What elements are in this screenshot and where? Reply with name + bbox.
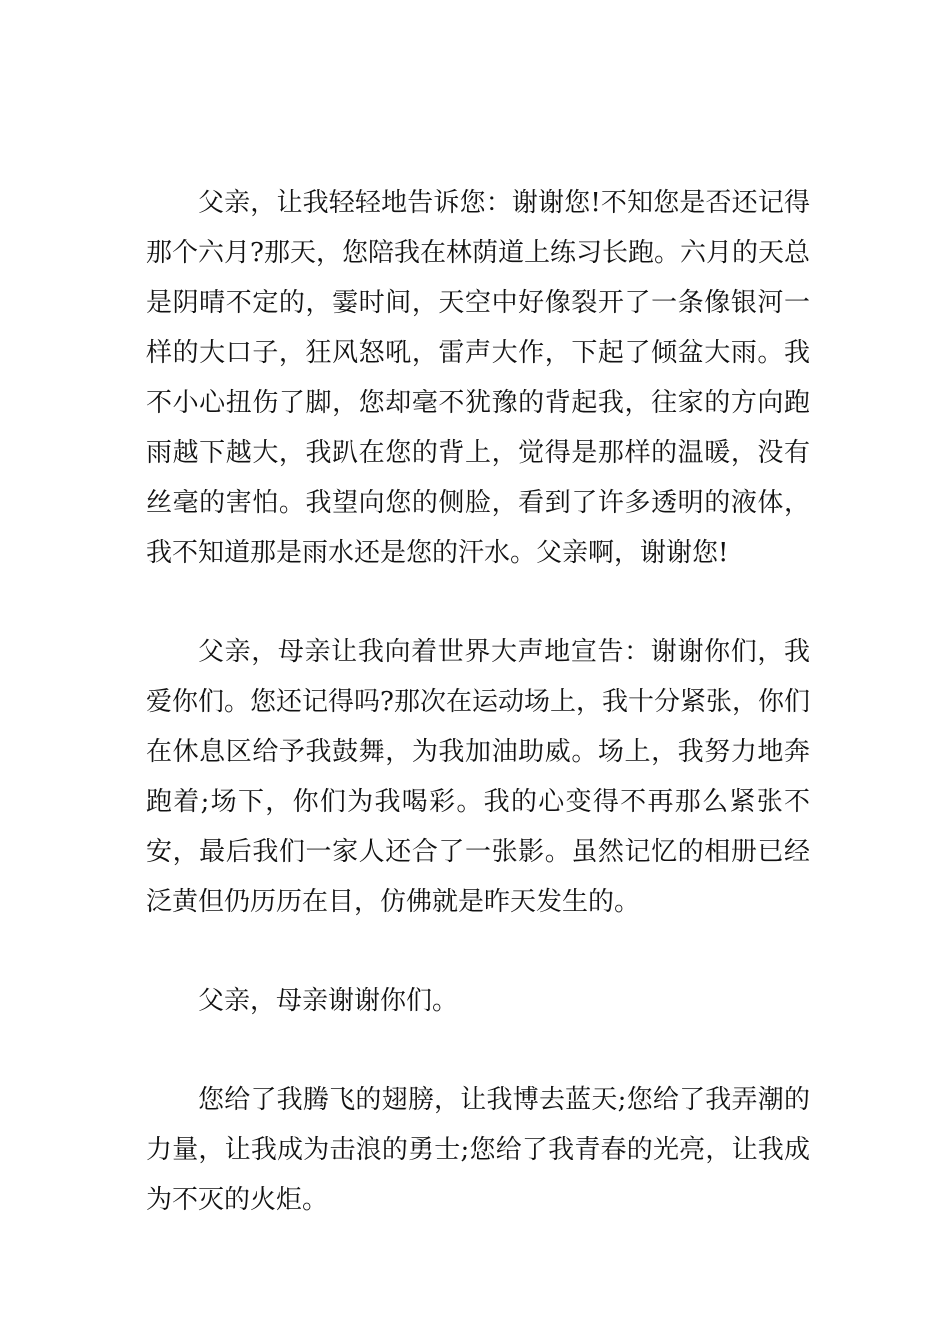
document-body xyxy=(146,178,810,1225)
paragraph-4: 您给了我腾飞的翅膀，让我博去蓝天;您给了我弄潮的力量，让我成为击浪的勇士;您给了我青春的光亮，让我成为不灭的火炬。 xyxy=(146,1085,810,1215)
paragraph-3: 父亲，母亲谢谢你们。 xyxy=(198,986,459,1016)
paragraph-2: 父亲，母亲让我向着世界大声地宣告：谢谢你们，我爱你们。您还记得吗?那次在运动场上，我十分紧张，你们在休息区给予我鼓舞，为我加油助威。场上，我努力地奔跑着;场下，你们为我喝彩。我的心变得不再那么紧张不安，最后我们一家人还合了一张影。虽然记忆的相册已经泛黄但仍历历在目，仿佛就是昨天发生的。 xyxy=(146,637,810,917)
paragraph-1: 父亲，让我轻轻地告诉您：谢谢您!不知您是否还记得那个六月?那天，您陪我在林荫道上练习长跑。六月的天总是阴晴不定的，霎时间，天空中好像裂开了一条像银河一样的大口子，狂风怒吼，雷声大作，下起了倾盆大雨。我不小心扭伤了脚，您却毫不犹豫的背起我，往家的方向跑雨越下越大，我趴在您的背上，觉得是那样的温暖，没有丝毫的害怕。我望向您的侧脸，看到了许多透明的液体，我不知道那是雨水还是您的汗水。父亲啊，谢谢您! xyxy=(146,188,810,568)
